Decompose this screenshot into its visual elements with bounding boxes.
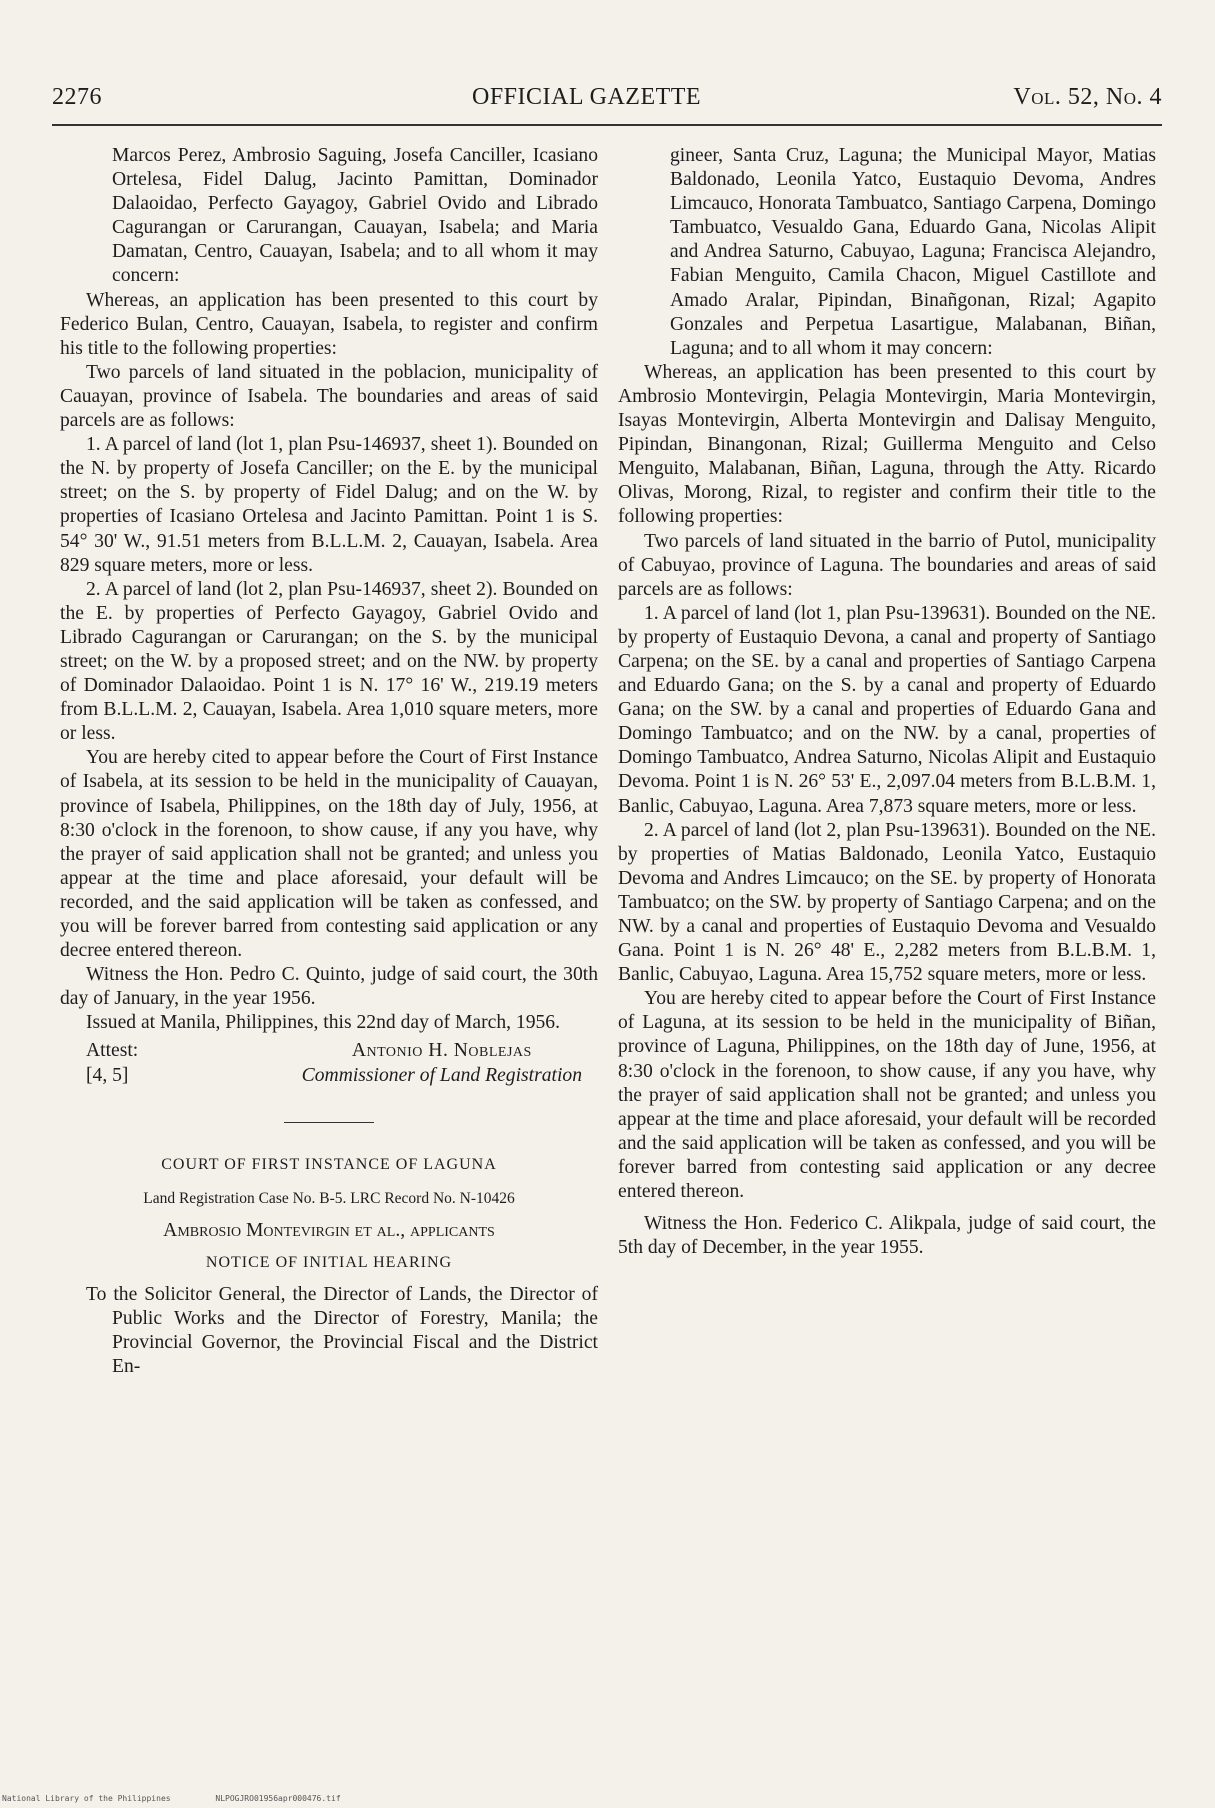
- parcel-1-description: 1. A parcel of land (lot 1, plan Psu-146937, sheet 1). Bounded on the N. by property of Josefa Canciller; on the E. by the municipal street; on the S. by property of Fidel Dalug; and on the W. by properties of Icasiano Ortelesa and Jacinto Pamittan. Point 1 is S. 54° 30' W., 91.51 meters from B.L.L.M. 2, Cauayan, Isabela. Area 829 square meters, more or less.: [60, 434, 598, 576]
- running-head: [52, 84, 1162, 126]
- scan-footer: [2, 1794, 381, 1803]
- parcel-1-description: 1. A parcel of land (lot 1, plan Psu-139631). Bounded on the NE. by property of Eustaquio Devona, a canal and property of Santiago Carpena; on the SE. by a canal and properties of Santiago Carpena and Eduardo Gana; on the S. by a canal and property of Eduardo Gana; on the SW. by a canal and properties of Eduardo Gana and Domingo Tambuatco; and on the NW. by a canal, properties of Domingo Tambuatco, Andrea Saturno, Nicolas Alipit and Eustaquio Devoma. Point 1 is N. 26° 53' E., 2,097.04 meters from B.L.B.M. 1, Banlic, Cabuyao, Laguna. Area 7,873 square meters, more or less.: [618, 602, 1156, 817]
- library-credit: National Library of the Philippines: [2, 1794, 171, 1803]
- attest-signature: [302, 1039, 598, 1087]
- section-divider: [284, 1122, 374, 1123]
- attest-left: [86, 1039, 138, 1087]
- addressees-continued: gineer, Santa Cruz, Laguna; the Municipal Mayor, Matias Baldonado, Leonila Yatco, Eustaquio Devoma, Andres Limcauco, Honorata Tambuatco, Santiago Carpena, Domingo Tambuatco, Vesualdo Gana, Eduardo Gana, Nicolas Alipit and Andrea Saturno, Cabuyao, Laguna; Francisca Alejandro, Fabian Menguito, Camila Chacon, Miguel Castillote and Amado Aralar, Pipindan, Binañgonan, Rizal; Agapito Gonzales and Perpetua Lasartigue, Malabanan, Biñan, Laguna; and to all whom it may concern:: [670, 145, 1156, 359]
- whereas-paragraph: Whereas, an application has been presented to this court by Federico Bulan, Centro, Cauayan, Isabela, to register and confirm his title to the following properties:: [60, 289, 598, 359]
- left-column: [60, 144, 598, 1379]
- signatory-title: Commissioner of Land Registration: [301, 1064, 582, 1086]
- right-column: [618, 144, 1156, 1260]
- citation-paragraph: You are hereby cited to appear before the Court of First Instance of Isabela, at its session to be held in the municipality of Cauayan, province of Isabela, Philippines, on the 18th day of July, 1956, at 8:30 o'clock in the forenoon, to show cause, if any you have, why the prayer of said application shall not be granted; and unless you appear at the time and place aforesaid, your default will be recorded, and the said application will be taken as confessed, and you will be forever barred from contesting said application or any decree entered thereon.: [60, 747, 598, 962]
- applicants-line: Ambrosio Montevirgin et al., applicants: [163, 1219, 495, 1241]
- citation-paragraph: You are hereby cited to appear before the Court of First Instance of Laguna, at its session to be held in the municipality of Biñan, province of Laguna, Philippines, on the 18th day of June, 1956, at 8:30 o'clock in the forenoon, to show cause, if any you have, why the prayer of said application shall not be granted; and unless you appear at the time and place aforesaid, your default will be recorded and the said application will be taken as confessed, and you will be forever barred from contesting said application or any decree entered thereon.: [618, 988, 1156, 1203]
- issued-paragraph: Issued at Manila, Philippines, this 22nd day of March, 1956.: [86, 1012, 561, 1034]
- parcel-2-description: 2. A parcel of land (lot 2, plan Psu-139631). Bounded on the NE. by properties of Matias Baldonado, Leonila Yatco, Eustaquio Devoma and Andres Limcauco; on the SE. by property of Honorata Tambuatco; on the SW. by property of Santiago Carpena; and on the NW. by a canal and properties of Eustaquio Devoma and Vesualdo Gana. Point 1 is N. 26° 48' E., 2,282 meters from B.L.B.M. 1, Banlic, Cabuyao, Laguna. Area 15,752 square meters, more or less.: [618, 819, 1156, 986]
- scan-file-id: NLPOGJRO01956apr000476.tif: [215, 1794, 341, 1803]
- attest-label: Attest:: [86, 1040, 139, 1062]
- case-number-line: Land Registration Case No. B-5. LRC Record No. N-10426: [143, 1189, 515, 1207]
- signatory-name: Antonio H. Noblejas: [351, 1040, 532, 1062]
- court-heading: COURT OF FIRST INSTANCE OF LAGUNA: [161, 1155, 497, 1173]
- notice-heading: NOTICE OF INITIAL HEARING: [205, 1253, 453, 1271]
- issue-reference: [4, 5]: [86, 1064, 129, 1086]
- parcels-intro: Two parcels of land situated in the barrio of Putol, municipality of Cabuyao, province of Laguna. The boundaries and areas of said parcels are as follows:: [618, 530, 1156, 600]
- witness-paragraph: Witness the Hon. Federico C. Alikpala, judge of said court, the 5th day of December, in the year 1955.: [618, 1213, 1156, 1259]
- volume-issue: Vol. 52, No. 4: [1013, 84, 1162, 110]
- addressees-start: To the Solicitor General, the Director of Lands, the Director of Public Works and the Director of Forestry, Manila; the Provincial Governor, the Provincial Fiscal and the District En-: [86, 1284, 598, 1378]
- witness-paragraph: Witness the Hon. Pedro C. Quinto, judge of said court, the 30th day of January, in the year 1956.: [60, 964, 598, 1010]
- whereas-paragraph: Whereas, an application has been presented to this court by Ambrosio Montevirgin, Pelagia Montevirgin, Maria Montevirgin, Isayas Montevirgin, Alberta Montevirgin and Dalisay Menguito, Pipindan, Binangonan, Rizal; Guillerma Menguito and Celso Menguito, Malabanan, Biñan, Laguna, through the Atty. Ricardo Olivas, Morong, Rizal, to register and confirm their title to the following properties:: [618, 361, 1156, 528]
- parcels-intro: Two parcels of land situated in the poblacion, municipality of Cauayan, province of Isabela. The boundaries and areas of said parcels are as follows:: [60, 361, 598, 432]
- page-number: 2276: [52, 84, 102, 110]
- attestation-block: [60, 1039, 598, 1087]
- addressees-continued: Marcos Perez, Ambrosio Saguing, Josefa Canciller, Icasiano Ortelesa, Fidel Dalug, Jacinto Pamittan, Dominador Dalaoidao, Perfecto Gayagoy, Gabriel Ovido and Librado Cagurangan or Carurangan, Cauayan, Isabela; and Maria Damatan, Centro, Cauayan, Isabela; and to all whom it may concern:: [112, 145, 598, 287]
- publication-title: OFFICIAL GAZETTE: [472, 84, 702, 110]
- parcel-2-description: 2. A parcel of land (lot 2, plan Psu-146937, sheet 2). Bounded on the E. by properties of Perfecto Gayagoy, Gabriel Ovido and Librado Cagurangan or Carurangan; on the S. by the municipal street; on the W. by a proposed street; and on the NW. by property of Dominador Dalaoidao. Point 1 is N. 17° 16' W., 219.19 meters from B.L.L.M. 2, Cauayan, Isabela. Area 1,010 square meters, more or less.: [60, 578, 598, 745]
